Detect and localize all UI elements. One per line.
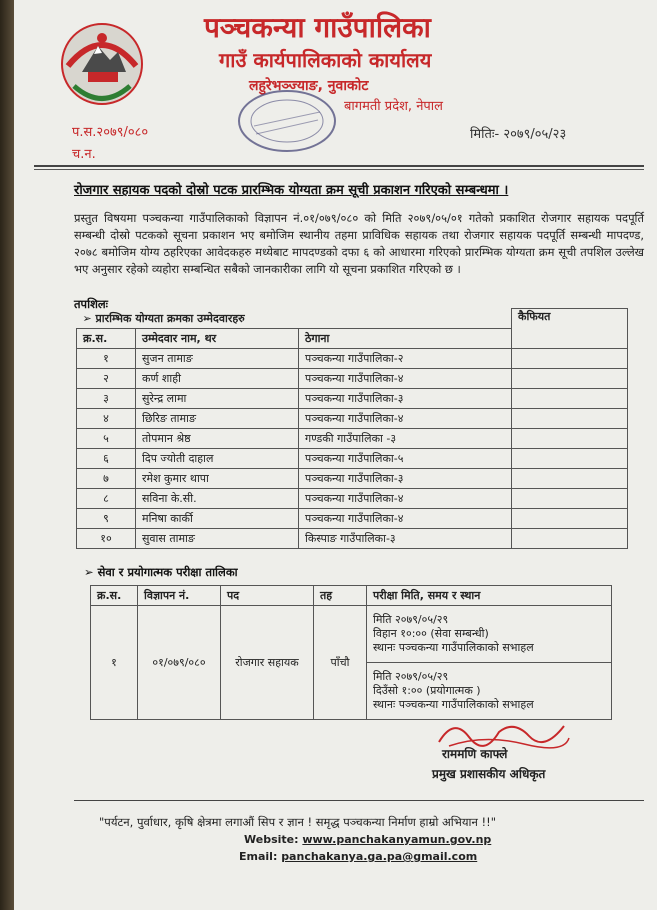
candidate-sn: ८ xyxy=(77,488,136,508)
candidate-remarks xyxy=(512,368,628,388)
header-divider-thin xyxy=(34,169,644,170)
email-link[interactable]: panchakanya.ga.pa@gmail.com xyxy=(281,850,478,863)
candidates-heading: ➢ प्रारम्भिक योग्यता क्रमका उम्मेदवारहरु xyxy=(77,309,512,329)
candidate-sn: ४ xyxy=(77,408,136,428)
email-label: Email: xyxy=(239,850,278,863)
table-row xyxy=(77,388,628,408)
office-stamp-icon xyxy=(232,86,342,156)
session-1-time: विहान १०:०० (सेवा सम्बन्धी) xyxy=(373,627,489,640)
candidate-address: पञ्चकन्या गाउँपालिका-५ xyxy=(299,448,512,468)
candidate-sn: ७ xyxy=(77,468,136,488)
office-address: लहुरेभञ्ज्याङ, नुवाकोट xyxy=(249,78,369,94)
candidate-sn: ९ xyxy=(77,508,136,528)
exam-column-schedule: परीक्षा मिति, समय र स्थान xyxy=(367,586,612,606)
candidate-name: तोपमान श्रेष्ठ xyxy=(136,428,299,448)
candidates-caption-row xyxy=(77,309,628,329)
nepal-emblem-icon xyxy=(54,16,150,112)
column-remarks: कैफियत xyxy=(512,309,628,349)
footer-divider xyxy=(74,800,644,801)
candidate-address: गण्डकी गाउँपालिका -३ xyxy=(299,428,512,448)
exam-column-level: तह xyxy=(314,586,367,606)
office-province: बागमती प्रदेश, नेपाल xyxy=(344,99,443,114)
footer-motto: "पर्यटन, पुर्वाधार, कृषि क्षेत्रमा लगाऔं सिप र ज्ञान ! समृद्ध पञ्चकन्या निर्माण हाम्रो अभियान !!" xyxy=(99,815,497,829)
session-1-venue: स्थानः पञ्चकन्या गाउँपालिकाको सभाहल xyxy=(373,641,534,654)
candidates-table-body xyxy=(77,348,628,548)
table-row xyxy=(77,488,628,508)
website-link[interactable]: www.panchakanyamun.gov.np xyxy=(302,833,492,846)
candidate-address: पञ्चकन्या गाउँपालिका-४ xyxy=(299,488,512,508)
exam-column-post: पद xyxy=(221,586,314,606)
candidate-address: पञ्चकन्या गाउँपालिका-३ xyxy=(299,468,512,488)
table-row xyxy=(77,368,628,388)
candidate-name: सुरेन्द्र लामा xyxy=(136,388,299,408)
session-2-date: मिति २०७९/०५/२९ xyxy=(373,670,449,683)
subject-line: रोजगार सहायक पदको दोस्रो पटक प्रारम्भिक योग्यता क्रम सूची प्रकाशन गरिएको सम्बन्धमा । xyxy=(74,183,509,198)
municipality-title: पञ्चकन्या गाउँपालिका xyxy=(204,11,431,44)
candidate-address: पञ्चकन्या गाउँपालिका-३ xyxy=(299,388,512,408)
candidate-name: रमेश कुमार थापा xyxy=(136,468,299,488)
dispatch-number: च.न. xyxy=(72,147,96,162)
candidate-address: किस्पाङ गाउँपालिका-३ xyxy=(299,528,512,548)
table-row xyxy=(77,528,628,548)
session-2-venue: स्थानः पञ्चकन्या गाउँपालिकाको सभाहल xyxy=(373,698,534,711)
candidate-remarks xyxy=(512,348,628,368)
candidates-table xyxy=(76,308,628,549)
candidate-name: सुजन तामाङ xyxy=(136,348,299,368)
exam-schedule-heading: ➢ सेवा र प्रयोगात्मक परीक्षा तालिका xyxy=(84,565,238,579)
exam-row xyxy=(91,606,612,663)
candidate-remarks xyxy=(512,508,628,528)
signatory-name: राममणि काफ्ले xyxy=(442,747,508,761)
website-label: Website: xyxy=(244,833,299,846)
candidate-remarks xyxy=(512,388,628,408)
exam-ad-no: ०१/०७९/०८० xyxy=(138,606,221,720)
column-sn: क्र.स. xyxy=(77,328,136,348)
exam-column-sn: क्र.स. xyxy=(91,586,138,606)
footer-website xyxy=(244,833,491,846)
header-divider xyxy=(34,165,644,167)
exam-header-row xyxy=(91,586,612,606)
exam-schedule-table xyxy=(90,585,612,720)
candidate-sn: ३ xyxy=(77,388,136,408)
exam-level: पाँचौ xyxy=(314,606,367,720)
details-label: तपशिलः xyxy=(74,297,109,311)
table-row xyxy=(77,428,628,448)
reference-number: प.स.२०७९/०८० xyxy=(72,125,149,140)
candidate-remarks xyxy=(512,468,628,488)
signatory-title: प्रमुख प्रशासकीय अधिकृत xyxy=(432,767,546,781)
candidate-name: कर्ण शाही xyxy=(136,368,299,388)
column-address: ठेगाना xyxy=(299,328,512,348)
table-row xyxy=(77,448,628,468)
candidate-name: सुवास तामाङ xyxy=(136,528,299,548)
candidate-remarks xyxy=(512,448,628,468)
candidate-sn: १० xyxy=(77,528,136,548)
candidate-sn: २ xyxy=(77,368,136,388)
candidate-remarks xyxy=(512,428,628,448)
office-title: गाउँ कार्यपालिकाको कार्यालय xyxy=(219,48,432,72)
candidate-name: छिरिङ तामाङ xyxy=(136,408,299,428)
candidate-address: पञ्चकन्या गाउँपालिका-२ xyxy=(299,348,512,368)
table-row xyxy=(77,508,628,528)
letter-date: मितिः- २०७९/०५/२३ xyxy=(470,127,567,142)
column-name: उम्मेदवार नाम, थर xyxy=(136,328,299,348)
candidate-name: दिप ज्योती दाहाल xyxy=(136,448,299,468)
exam-schedule-session-1 xyxy=(367,606,612,663)
candidate-name: सविना के.सी. xyxy=(136,488,299,508)
candidate-sn: १ xyxy=(77,348,136,368)
table-row xyxy=(77,408,628,428)
table-row xyxy=(77,468,628,488)
footer-email xyxy=(239,850,477,863)
candidate-address: पञ्चकन्या गाउँपालिका-४ xyxy=(299,368,512,388)
candidate-address: पञ्चकन्या गाउँपालिका-४ xyxy=(299,408,512,428)
exam-post: रोजगार सहायक xyxy=(221,606,314,720)
candidate-sn: ५ xyxy=(77,428,136,448)
table-row xyxy=(77,348,628,368)
exam-schedule-session-2 xyxy=(367,663,612,720)
candidate-remarks xyxy=(512,408,628,428)
session-2-time: दिउँसो १:०० (प्रयोगात्मक ) xyxy=(373,684,481,697)
candidate-sn: ६ xyxy=(77,448,136,468)
notice-page xyxy=(14,0,657,910)
candidate-address: पञ्चकन्या गाउँपालिका-४ xyxy=(299,508,512,528)
session-1-date: मिति २०७९/०५/२९ xyxy=(373,613,449,626)
candidate-remarks xyxy=(512,488,628,508)
candidate-remarks xyxy=(512,528,628,548)
candidate-name: मनिषा कार्की xyxy=(136,508,299,528)
notice-body: प्रस्तुत विषयमा पञ्चकन्या गाउँपालिकाको विज्ञापन नं.०१/०७९/०८० को मिति २०७९/०५/०१ गतेको प्रकाशित रोजगार सहायक पदपूर्ति सम्बन्धी दोस्रो पटकको सूचना प्रकाशन भए बमोजिम स्थानीय तहमा प्राविधिक सहायक तथा रोजगार सहायक पदपूर्ति सम्बन्धी मापदण्ड, २०७८ बमोजिम योग्य ठहरिएका आवेदकहरु मध्येबाट मापदण्डको दफा ६ को आधारमा गरिएको प्रारम्भिक योग्यता क्रम सूची तपशिल उल्लेख भए अनुसार रहेको व्यहोरा सम्बन्धित सबैको जानकारीका लागि यो सूचना प्रकाशित गरिएको छ । xyxy=(74,211,644,276)
exam-column-ad-no: विज्ञापन नं. xyxy=(138,586,221,606)
exam-sn: १ xyxy=(91,606,138,720)
